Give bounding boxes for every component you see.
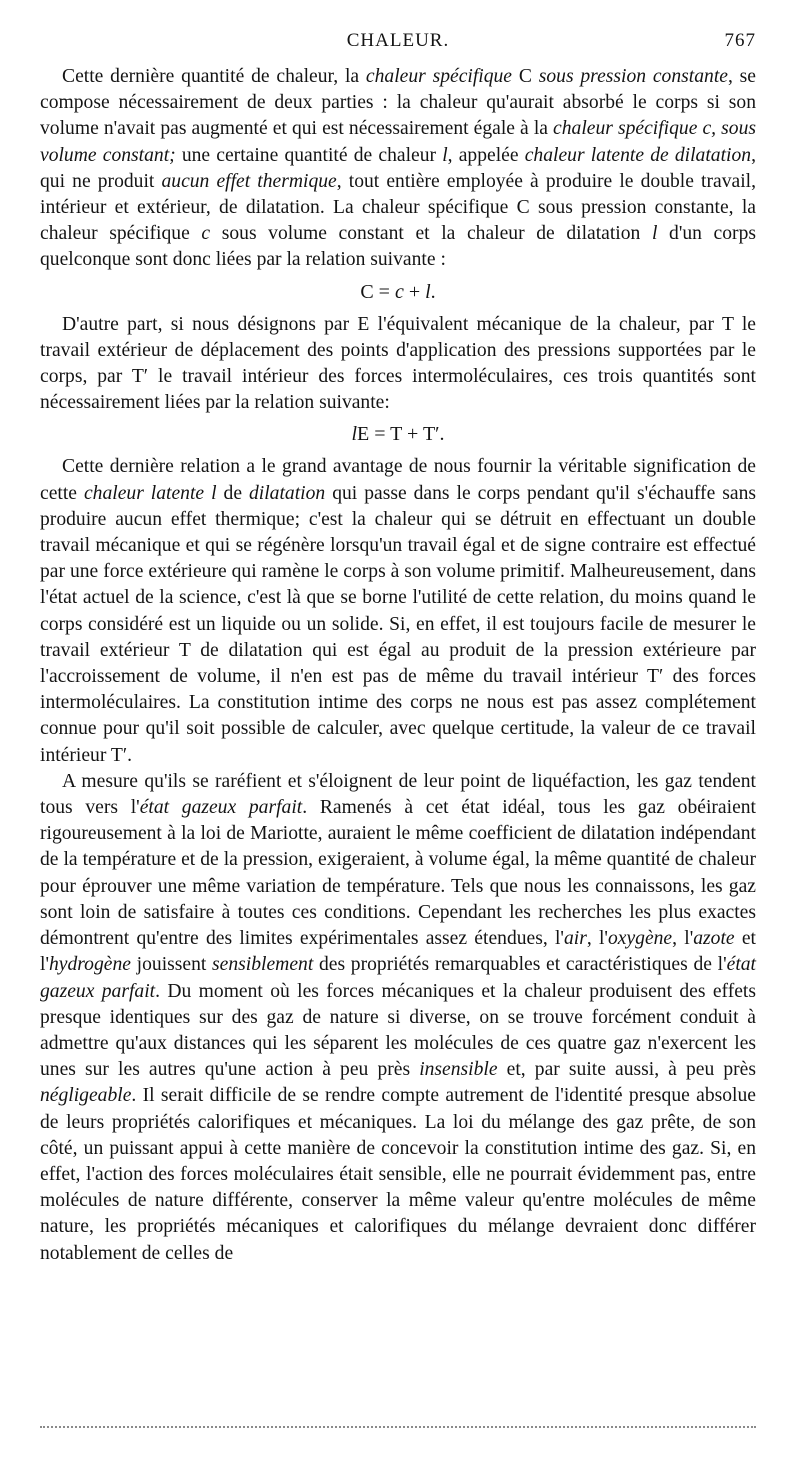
footer-divider: [40, 1426, 756, 1428]
page-number: 767: [724, 30, 756, 51]
paragraph-latent-heat: Cette dernière relation a le grand avantage de nous fournir la véritable signification de cette chaleur latente l de dilatation qui passe dans le corps pendant qu'il s'échauffe sans produire aucun effet thermique; c'est la chaleur qui se détruit en effectuant un double travail mécanique et qui se régénère lorsqu'un travail égal et de signe contraire est effectué par une force extérieure qui ramène le corps à son volume primitif. Malheureusement, dans l'état actuel de la science, c'est là que se borne l'utilité de cette relation, du moins quand le corps considéré est un liquide ou un solide. Si, en effet, il est toujours facile de mesurer le travail extérieur T de dilatation qui est égal au produit de la pression extérieure par l'accroissement de volume, il n'en est pas de même du travail intérieur T′ des forces intermoléculaires. La constitution intime des corps ne nous est pas assez complétement connue pour qu'il soit possible de calculer, avec quelque certitude, la valeur de ce travail intérieur T′.: [40, 456, 756, 766]
running-head: [40, 30, 756, 56]
equation-work: lE = T + T′.: [351, 423, 445, 446]
equation-heat-sum: C = c + l.: [360, 280, 436, 303]
running-title: CHALEUR.: [346, 30, 450, 51]
paragraph-perfect-gas: A mesure qu'ils se raréfient et s'éloignent de leur point de liquéfaction, les gaz tendent tous vers l'état gazeux parfait. Ramenés à cet état idéal, tous les gaz obéiraient rigoureusement à la loi de Mariotte, auraient le même coefficient de dilatation indépendant de la température et de la pression, exigeraient, à volume égal, la même quantité de chaleur pour éprouver une même variation de température. Tels que nous les connaissons, les gaz sont loin de satisfaire à toutes ces conditions. Cependant les recherches les plus exactes démontrent qu'entre des limites expérimentales assez étendues, l'air, l'oxygène, l'azote et l'hydrogène jouissent sensiblement des propriétés remarquables et caractéristiques de l'état gazeux parfait. Du moment où les forces mécaniques et la chaleur produisent des effets presque identiques sur des gaz de nature si diverse, on se trouve forcément conduit à admettre qu'aux distances qui les séparent les molécules de ces quatre gaz n'exercent les unes sur les autres qu'une action à peu près insensible et, par suite aussi, à peu près négligeable. Il serait difficile de se rendre compte autrement de l'identité presque absolue de leurs propriétés calorifiques et mécaniques. La loi du mélange des gaz prête, de son côté, un puissant appui à cette manière de concevoir la constitution intime des gaz. Si, en effet, l'action des forces moléculaires était sensible, elle ne pourrait évidemment pas, entre molécules de nature différente, conserver la même valeur qu'entre molécules de même nature, les propriétés mécaniques et calorifiques du mélange devraient donc différer notablement de celles de: [40, 770, 757, 1264]
paragraph-specific-heat: Cette dernière quantité de chaleur, la chaleur spécifique C sous pression constante, se compose nécessairement de deux parties : la chaleur qu'aurait absorbé le corps si son volume n'avait pas augmenté et qui est nécessairement égale à la chaleur spécifique c, sous volume constant; une certaine quantité de chaleur l, appelée chaleur latente de dilatation, qui ne produit aucun effet thermique, tout entière employée à produire le double travail, intérieur et extérieur, de dilatation. La chaleur spécifique C sous pression constante, la chaleur spécifique c sous volume constant et la chaleur de dilatation l d'un corps quelconque sont donc liées par la relation suivante :: [40, 66, 756, 271]
paragraph-mechanical-equivalent: D'autre part, si nous désignons par E l'équivalent mécanique de la chaleur, par T le travail extérieur de déplacement des points d'application des pressions supportées par le corps, par T′ le travail intérieur des forces intermoléculaires, ces trois quantités sont nécessairement liées par la relation suivante:: [40, 313, 756, 414]
book-page: [40, 0, 756, 1462]
body-text: [40, 64, 756, 1267]
